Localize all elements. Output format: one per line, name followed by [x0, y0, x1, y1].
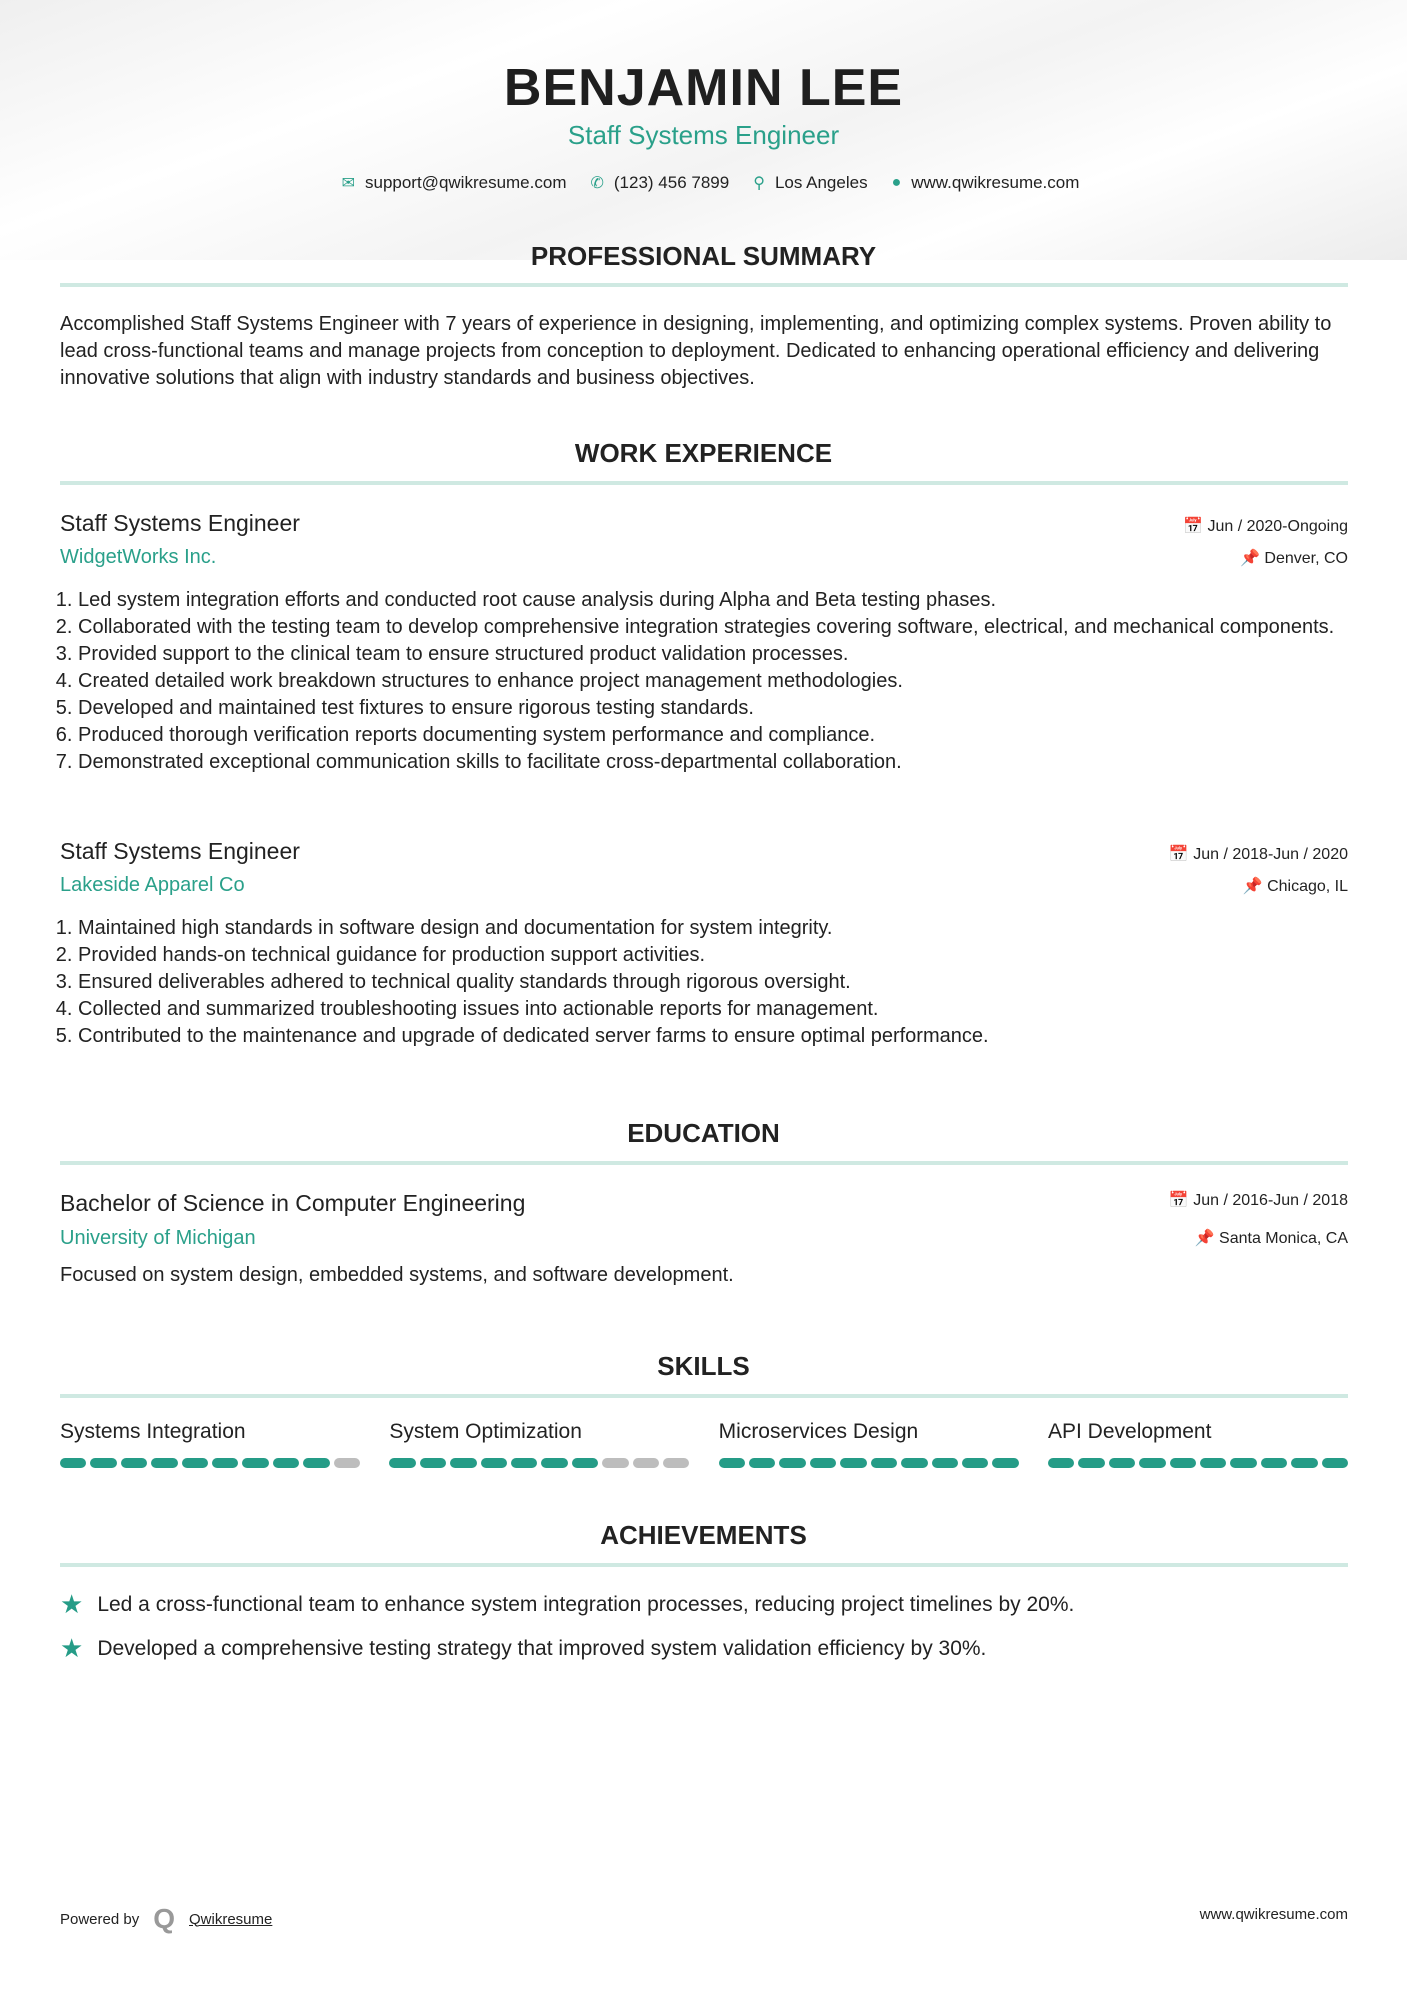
job-location-text: Denver, CO	[1264, 550, 1348, 567]
skill-level-dot	[334, 1458, 360, 1468]
skill-level-dot	[1170, 1458, 1196, 1468]
bullet: 3. Ensured deliverables adhered to technical quality standards through rigorous oversight.	[78, 969, 1350, 996]
company: Lakeside Apparel Co	[60, 874, 245, 896]
bullet: 4. Collected and summarized troubleshooting issues into actionable reports for management.	[78, 996, 1350, 1023]
edu-location: 📌 Santa Monica, CA	[1194, 1230, 1348, 1247]
divider	[60, 1563, 1348, 1567]
skill-level-dot	[779, 1458, 805, 1468]
contact-item[interactable]: support@qwikresume.com	[364, 173, 567, 192]
footer-url: www.qwikresume.com	[1199, 1906, 1348, 1923]
location-icon: ⚲	[753, 175, 765, 192]
job-location-text: Chicago, IL	[1267, 878, 1348, 895]
skill-level-dot	[932, 1458, 958, 1468]
job-title: Staff Systems Engineer	[60, 510, 300, 536]
skill-rating	[1048, 1458, 1348, 1468]
skill-level-dot	[242, 1458, 268, 1468]
job-bullets	[60, 587, 1350, 776]
contact-bar	[0, 173, 1407, 193]
skill-level-dot	[572, 1458, 598, 1468]
divider	[60, 283, 1348, 287]
skill-level-dot	[810, 1458, 836, 1468]
skill-level-dot	[1291, 1458, 1317, 1468]
edu-description: Focused on system design, embedded systems, and software development.	[60, 1264, 734, 1286]
skill-level-dot	[541, 1458, 567, 1468]
achievement-item	[60, 1589, 1074, 1620]
skill-name: Systems Integration	[60, 1420, 246, 1443]
skill-level-dot	[481, 1458, 507, 1468]
pin-icon: 📌	[1240, 550, 1260, 567]
skill-level-dot	[151, 1458, 177, 1468]
skill-level-dot	[121, 1458, 147, 1468]
qwikresume-logo-icon: Q	[153, 1903, 175, 1934]
skill-level-dot	[663, 1458, 689, 1468]
skill-level-dot	[389, 1458, 415, 1468]
calendar-icon: 📅	[1183, 518, 1203, 535]
skill-level-dot	[60, 1458, 86, 1468]
skill-level-dot	[992, 1458, 1018, 1468]
star-icon: ★	[60, 1589, 84, 1619]
divider	[60, 481, 1348, 485]
school: University of Michigan	[60, 1227, 256, 1249]
skill-level-dot	[303, 1458, 329, 1468]
phone-icon: ✆	[590, 175, 604, 192]
skill-level-dot	[182, 1458, 208, 1468]
skill-item	[389, 1420, 689, 1468]
skill-rating	[60, 1458, 360, 1468]
skill-level-dot	[273, 1458, 299, 1468]
bullet: 5. Contributed to the maintenance and upgrade of dedicated server farms to ensure optimal performance.	[78, 1023, 1350, 1050]
candidate-name: BENJAMIN LEE	[503, 59, 904, 117]
skill-level-dot	[871, 1458, 897, 1468]
skill-level-dot	[962, 1458, 988, 1468]
section-heading-work: WORK EXPERIENCE	[574, 438, 833, 468]
achievement-text: Led a cross-functional team to enhance system integration processes, reducing project timelines by 20%.	[97, 1592, 1075, 1616]
calendar-icon: 📅	[1168, 846, 1189, 863]
skill-level-dot	[1139, 1458, 1165, 1468]
skill-level-dot	[1322, 1458, 1348, 1468]
skill-level-dot	[511, 1458, 537, 1468]
skill-level-dot	[633, 1458, 659, 1468]
skill-rating	[389, 1458, 689, 1468]
skill-level-dot	[450, 1458, 476, 1468]
skill-rating	[719, 1458, 1019, 1468]
footer-powered	[60, 1903, 272, 1935]
achievement-text: Developed a comprehensive testing strategy that improved system validation efficiency by 30%.	[97, 1636, 987, 1660]
skill-level-dot	[1200, 1458, 1226, 1468]
skills-list	[60, 1420, 1348, 1468]
skill-level-dot	[1048, 1458, 1074, 1468]
job-date-text: Jun / 2020-Ongoing	[1207, 518, 1348, 535]
skill-item	[60, 1420, 360, 1468]
bullet: 2. Collaborated with the testing team to develop comprehensive integration strategies covering software, electrical, and mechanical components.	[78, 614, 1350, 641]
job-date-text: Jun / 2018-Jun / 2020	[1193, 846, 1348, 863]
skill-name: API Development	[1047, 1420, 1212, 1443]
summary-text: Accomplished Staff Systems Engineer with 7 years of experience in designing, implementing, and optimizing complex systems. Proven ability to lead cross-functional teams and manage projects from conception to deployment. Dedicated to enhancing operational efficiency and delivering innovative solutions that align with industry standards and business objectives.	[60, 313, 1332, 389]
divider	[60, 1394, 1348, 1398]
skill-level-dot	[1078, 1458, 1104, 1468]
edu-date-text: Jun / 2016-Jun / 2018	[1193, 1192, 1348, 1209]
bullet: 6. Produced thorough verification reports documenting system performance and compliance.	[78, 722, 1350, 749]
candidate-title: Staff Systems Engineer	[567, 120, 840, 150]
section-heading-skills: SKILLS	[657, 1351, 750, 1381]
job-date	[1169, 844, 1348, 864]
pin-icon: 📌	[1242, 878, 1263, 895]
contact-item[interactable]: (123) 456 7899	[613, 173, 730, 192]
skill-level-dot	[901, 1458, 927, 1468]
globe-icon: ●	[891, 174, 902, 191]
degree: Bachelor of Science in Computer Engineering	[60, 1190, 526, 1216]
bullet: 4. Created detailed work breakdown structures to enhance project management methodologies.	[78, 668, 1350, 695]
bullet: 5. Developed and maintained test fixtures to ensure rigorous testing standards.	[78, 695, 1350, 722]
star-icon: ★	[60, 1633, 84, 1663]
company: WidgetWorks Inc.	[60, 546, 217, 568]
qwikresume-link[interactable]: Qwikresume	[189, 1910, 273, 1928]
bullet: 1. Maintained high standards in software design and documentation for system integrity.	[78, 915, 1350, 942]
skill-level-dot	[90, 1458, 116, 1468]
skill-level-dot	[749, 1458, 775, 1468]
skill-level-dot	[420, 1458, 446, 1468]
skill-level-dot	[840, 1458, 866, 1468]
skill-name: Microservices Design	[718, 1420, 919, 1443]
skill-name: System Optimization	[389, 1420, 582, 1443]
edu-location-text: Santa Monica, CA	[1219, 1230, 1348, 1247]
contact-item[interactable]: www.qwikresume.com	[911, 173, 1080, 192]
mail-icon: ✉	[341, 175, 355, 192]
skill-level-dot	[1109, 1458, 1135, 1468]
job-date	[1183, 516, 1348, 536]
job-location	[1240, 548, 1348, 568]
skill-level-dot	[1261, 1458, 1287, 1468]
job-title: Staff Systems Engineer	[60, 838, 300, 864]
bullet: 7. Demonstrated exceptional communication skills to facilitate cross-departmental collaboration.	[78, 749, 1350, 776]
skill-level-dot	[212, 1458, 238, 1468]
skill-item	[1048, 1420, 1348, 1468]
divider	[60, 1161, 1348, 1165]
skill-level-dot	[719, 1458, 745, 1468]
job-location	[1243, 876, 1348, 896]
contact-item[interactable]: Los Angeles	[774, 173, 868, 192]
skill-item	[719, 1420, 1019, 1468]
skill-level-dot	[1230, 1458, 1256, 1468]
section-heading-summary: PROFESSIONAL SUMMARY	[530, 241, 877, 271]
section-heading-education: EDUCATION	[627, 1118, 780, 1148]
edu-date: 📅 Jun / 2016-Jun / 2018	[1168, 1192, 1348, 1209]
section-heading-achievements: ACHIEVEMENTS	[600, 1520, 807, 1550]
bullet: 1. Led system integration efforts and conducted root cause analysis during Alpha and Beta testing phases.	[78, 587, 1350, 614]
bullet: 2. Provided hands-on technical guidance for production support activities.	[78, 942, 1350, 969]
skill-level-dot	[602, 1458, 628, 1468]
bullet: 3. Provided support to the clinical team to ensure structured product validation processes.	[78, 641, 1350, 668]
powered-by-label: Powered by	[60, 1910, 140, 1928]
achievement-item	[60, 1633, 986, 1664]
job-bullets	[60, 915, 1350, 1050]
